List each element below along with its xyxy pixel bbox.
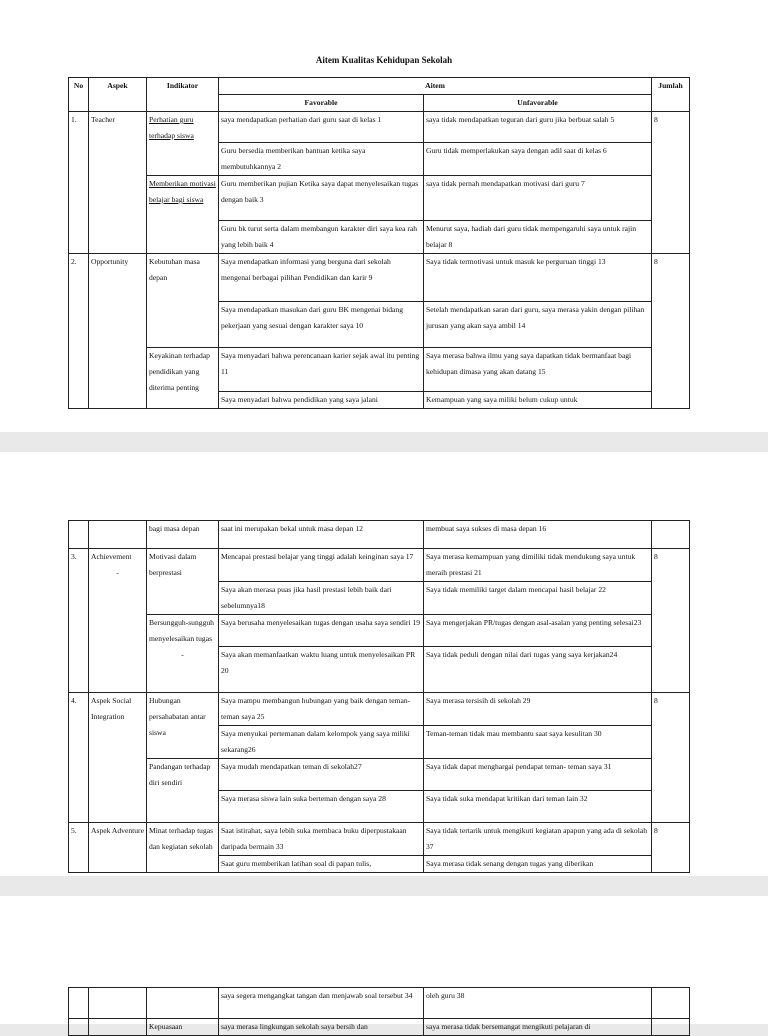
indicator-label: Bersungguh-sungguh menyelesaikan tugas: [149, 618, 214, 643]
document-title: Aitem Kualitas Kehidupan Sekolah: [315, 55, 453, 65]
aspect-mark: -: [116, 568, 119, 577]
jumlah-cell: 8: [652, 112, 690, 254]
row-number: 4.: [69, 693, 89, 823]
aspect-cell: Opportunity: [89, 254, 147, 409]
header-jumlah: Jumlah: [652, 78, 690, 112]
favorable-item: Saya akan merasa puas jika hasil prestasi lebih baik dari sebelumnya18: [219, 582, 424, 615]
unfavorable-item: Guru tidak memperlakukan saya dengan adil saat di kelas 6: [424, 143, 652, 176]
favorable-item: Saya mudah mendapatkan teman di sekolah27: [219, 759, 424, 791]
favorable-item: Saya akan memanfaatkan waktu luang untuk menyelesaikan PR 20: [219, 647, 424, 693]
row-number: 2.: [69, 254, 89, 409]
table-row: [69, 176, 690, 221]
jumlah-cell: 8: [652, 549, 690, 693]
favorable-item: Saya menyukai pertemanan dalam kelompok yang saya miliki sekarang26: [219, 726, 424, 759]
row-number: 1.: [69, 112, 89, 254]
unfavorable-item: saya tidak mendapatkan teguran dari guru jika berbuat salah 5: [424, 112, 652, 143]
table-row: [69, 549, 690, 582]
aspect-cell: [89, 549, 147, 693]
favorable-item: saya segera mengangkat tangan dan menjawab soal tersebut 34: [219, 988, 424, 1019]
unfavorable-item: Saya tidak termotivasi untuk masuk ke perguruan tinggi 13: [424, 254, 652, 302]
items-table-page-1: [68, 77, 690, 409]
table-row: [69, 521, 690, 549]
indicator-cell: bagi masa depan: [147, 521, 219, 549]
indicator-cell: [147, 615, 219, 693]
unfavorable-item: Saya tidak memiliki target dalam mencapai hasil belajar 22: [424, 582, 652, 615]
favorable-item: Saya merasa siswa lain suka berteman dengan saya 28: [219, 791, 424, 823]
header-unfavorable: Unfavorable: [424, 95, 652, 112]
favorable-item: Saya mendapatkan masukan dari guru BK mengenai bidang pekerjaan yang sesuai dengan karakter saya 10: [219, 302, 424, 348]
jumlah-cell: 8: [652, 693, 690, 823]
unfavorable-item: oleh guru 38: [424, 988, 652, 1019]
unfavorable-item: Saya merasa kemampuan yang dimiliki tidak mendukung saya untuk meraih prestasi 21: [424, 549, 652, 582]
unfavorable-item: Menurut saya, hadiah dari guru tidak mempengaruhi saya untuk rajin belajar 8: [424, 221, 652, 254]
table-row: [69, 348, 690, 392]
favorable-item: saat ini merupakan bekal untuk masa depan 12: [219, 521, 424, 549]
unfavorable-item: Saya merasa tersisih di sekolah 29: [424, 693, 652, 726]
indicator-cell: Hubungan persahabatan antar siswa: [147, 693, 219, 759]
table-row: [69, 112, 690, 143]
favorable-item: Guru bk turut serta dalam membangun karakter diri saya kea rah yang lebih baik 4: [219, 221, 424, 254]
favorable-item: Mencapai prestasi belajar yang tinggi adalah keinginan saya 17: [219, 549, 424, 582]
document-page-2: [0, 452, 768, 876]
favorable-item: Saya berusaha menyelesaikan tugas dengan usaha saya sendiri 19: [219, 615, 424, 647]
row-number: 5.: [69, 823, 89, 873]
indicator-cell: Pandangan terhadap diri sendiri: [147, 759, 219, 823]
indicator-cell: Minat terhadap tugas dan kegiatan sekolah: [147, 823, 219, 873]
table-row: [69, 254, 690, 302]
indicator-mark: -: [181, 650, 184, 659]
aspect-cell: Aspek Adventure: [89, 823, 147, 873]
favorable-item: Guru bersedia memberikan bantuan ketika saya membutuhkannya 2: [219, 143, 424, 176]
items-table-page-3: [68, 987, 690, 1036]
document-page-3: [0, 896, 768, 1031]
favorable-item: Saya mampu membangun hubungan yang baik dengan teman-teman saya 25: [219, 693, 424, 726]
table-row: [69, 823, 690, 856]
aspect-cell: Teacher: [89, 112, 147, 254]
favorable-item: Guru memberikan pujian Ketika saya dapat menyelesaikan tugas dengan baik 3: [219, 176, 424, 221]
favorable-item: Saat guru memberikan latihan soal di papan tulis,: [219, 856, 424, 873]
unfavorable-item: saya tidak pernah mendapatkan motivasi dari guru 7: [424, 176, 652, 221]
jumlah-cell: 8: [652, 823, 690, 873]
indicator-cell: Kebutuhan masa depan: [147, 254, 219, 348]
indicator-cell: Keyakinan terhadap pendidikan yang diterima penting: [147, 348, 219, 409]
favorable-item: Saat istirahat, saya lebih suka membaca buku diperpustakaan daripada bermain 33: [219, 823, 424, 856]
unfavorable-item: Saya tidak dapat menghargai pendapat teman- teman saya 31: [424, 759, 652, 791]
row-number: 3.: [69, 549, 89, 693]
table-row: [69, 1019, 690, 1036]
indicator-cell: Memberikan motivasi belajar bagi siswa: [147, 176, 219, 254]
table-row: [69, 693, 690, 726]
header-no: No: [69, 78, 89, 112]
aspect-cell: Aspek Social Integration: [89, 693, 147, 823]
favorable-item: Saya menyadari bahwa pendidikan yang saya jalani: [219, 392, 424, 409]
favorable-item: Saya mendapatkan informasi yang berguna dari sekolah mengenai berbagai pilihan Pendidikan dan karir 9: [219, 254, 424, 302]
table-row: [69, 988, 690, 1019]
unfavorable-item: Saya merasa tidak senang dengan tugas yang diberikan: [424, 856, 652, 873]
unfavorable-item: saya merasa tidak bersemangat mengikuti pelajaran di: [424, 1019, 652, 1036]
unfavorable-item: Teman-teman tidak mau membantu saat saya kesulitan 30: [424, 726, 652, 759]
unfavorable-item: Kemampuan yang saya miliki belum cukup untuk: [424, 392, 652, 409]
favorable-item: saya mendapatkan perhatian dari guru saat di kelas 1: [219, 112, 424, 143]
header-indikator: Indikator: [147, 78, 219, 112]
indicator-cell: Kepuasaan: [147, 1019, 219, 1036]
jumlah-cell: 8: [652, 254, 690, 409]
header-aspek: Aspek: [89, 78, 147, 112]
favorable-item: Saya menyadari bahwa perencanaan karier sejak awal itu penting 11: [219, 348, 424, 392]
unfavorable-item: Setelah mendapatkan saran dari guru, saya merasa yakin dengan pilihan jurusan yang akan saya ambil 14: [424, 302, 652, 348]
document-page-1: [0, 0, 768, 432]
indicator-cell: Perhatian guru terhadap siswa: [147, 112, 219, 176]
items-table-page-2: [68, 520, 690, 873]
table-row: [69, 759, 690, 791]
table-row: [69, 615, 690, 647]
unfavorable-item: membuat saya sukses di masa depan 16: [424, 521, 652, 549]
unfavorable-item: Saya tidak peduli dengan nilai dari tugas yang saya kerjakan24: [424, 647, 652, 693]
unfavorable-item: Saya tidak tertarik untuk mengikuti kegiatan apapun yang ada di sekolah 37: [424, 823, 652, 856]
unfavorable-item: Saya merasa bahwa ilmu yang saya dapatkan tidak bermanfaat bagi kehidupan dimasa yang akan datang 15: [424, 348, 652, 392]
aspect-label: Achievement: [91, 552, 132, 561]
favorable-item: saya merasa lingkungan sekolah saya bersih dan: [219, 1019, 424, 1036]
header-favorable: Favorable: [219, 95, 424, 112]
indicator-cell: Motivasi dalam berprestasi: [147, 549, 219, 615]
header-aitem: Aitem: [219, 78, 652, 95]
unfavorable-item: Saya mengerjakan PR/tugas dengan asal-asalan yang penting selesai23: [424, 615, 652, 647]
unfavorable-item: Saya tidak suka mendapat kritikan dari teman lain 32: [424, 791, 652, 823]
